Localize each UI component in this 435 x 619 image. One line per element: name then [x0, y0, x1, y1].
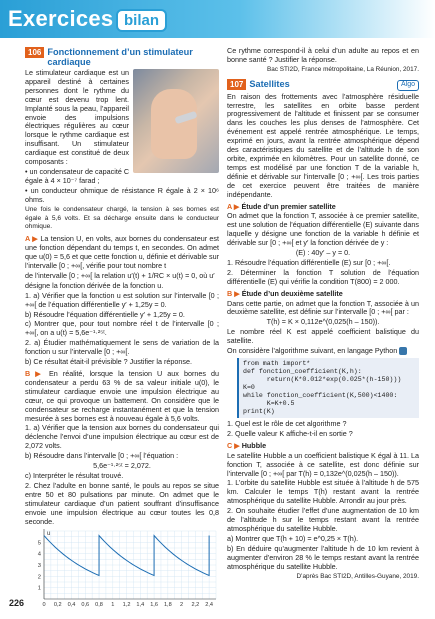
bullet-resistance: • un conducteur ohmique de résistance R égale à 2 × 10⁶ ohms.	[25, 185, 219, 204]
question-a1a: 1. a) Vérifier que la fonction u est solution sur l’intervalle [0 ; +∞[ de l’équation différentielle y′ + 1,25y = 0.	[25, 290, 219, 309]
question-b2: 2. Chez l’adulte en bonne santé, le pouls au repos se situe entre 50 et 80 pulsations par minute. On admet que le stimulateur cardiaque d’un patient souffrant d’insuffisance envoie une impulsion électrique au cœur toutes les 0,8 seconde.	[25, 480, 219, 526]
python-code-block	[237, 358, 419, 418]
part-c-label: C ▶	[227, 440, 240, 450]
part-a-equation: (E) : 40y′ – y = 0.	[295, 248, 351, 258]
y-tick-label: 2	[37, 574, 41, 581]
question-a1c: c) Montrer que, pour tout nombre réel t de l’intervalle [0 ; +∞[, on a u(t) = 5,6e⁻¹·²⁵ᵗ.	[25, 319, 219, 338]
part-a-end: désigne la fonction dérivée de la fonction u.	[25, 280, 164, 290]
question-c2: 2. On souhaite étudier l’effet d’une augmentation de 10 km de l’altitude h sur le temps restant avant la rentrée atmosphérique du satellite Hubble.	[227, 506, 419, 533]
exercise-number: 107	[227, 79, 246, 90]
question-b1b: b) Résoudre dans l’intervalle [0 ; +∞[ l’équation :	[25, 451, 179, 461]
y-tick-label: 4	[37, 551, 41, 558]
question-a2b: b) Ce résultat était-il prévisible ? Justifier la réponse.	[25, 357, 192, 367]
x-tick-label: 0,2	[53, 602, 62, 608]
part-b-heading: B ▶ Étude d’un deuxième satellite	[227, 288, 343, 298]
part-a-equation: de l’intervalle [0 ; +∞[ la relation u′(t) + 1/RC × u(t) = 0, où u′	[25, 270, 215, 280]
y-tick-label: 3	[37, 563, 41, 569]
question-b1: 1. Quel est le rôle de cet algorithme ?	[227, 419, 347, 428]
x-tick-label: 0,6	[81, 602, 90, 608]
question-a2: 2. Déterminer la fonction T solution de l’équation différentielle (E) qui vérifie la condition T(800) = 2 000.	[227, 267, 419, 286]
y-tick-label: 1	[37, 585, 41, 592]
pulse-chart	[30, 527, 220, 612]
section-title: Exercices	[8, 6, 114, 31]
intro-text: Le stimulateur cardiaque est un appareil destiné à certaines personnes dont le rythme du cœur est devenu trop lent. Implanté sous la peau, l’appareil envoie des impulsions électriques régulières au cœur lorsque le rythme cardiaque est insuffisant. Un stimulateur cardiaque est constitué de deux composants :	[25, 68, 129, 167]
page-number: 226	[9, 598, 25, 608]
question-c1: 1. L’orbite du satellite Hubble est située à l’altitude h de 575 km. Calculer le temps T(h) restant avant la rentrée atmosphérique du satellite Hubble. Arrondir au jour près.	[227, 478, 419, 506]
x-tick-label: 0,8	[95, 602, 103, 608]
code-line: while fonction_coefficient(K,500)<1400:	[243, 392, 398, 399]
part-b-text: Dans cette partie, on admet que la fonction T, associée à un deuxième satellite, est définie sur l’intervalle [0 ; +∞[ par :	[227, 298, 419, 317]
page-header	[0, 0, 435, 42]
question-a2a: 2. a) Étudier mathématiquement le sens de variation de la fonction u sur l’intervalle [0 ; +∞[.	[25, 338, 219, 357]
part-b-label: B ▶	[227, 288, 240, 298]
part-b-equation: T(h) = K × 0,112e^(0,025(h – 150)).	[266, 317, 380, 327]
x-tick-label: 2	[180, 602, 184, 608]
charge-note: Une fois le condensateur chargé, la tension à ses bornes est égale à 5,6 volts. Et sa décharge ensuite dans le conducteur ohmique.	[25, 205, 219, 231]
code-line: K=0	[243, 384, 255, 391]
exercise-107-header	[227, 79, 419, 91]
x-tick-label: 2,2	[191, 602, 200, 608]
code-line: print(K)	[243, 408, 275, 415]
exercise-title: Fonctionnement d’un stimulateur cardiaque	[47, 47, 193, 67]
part-c-text: Le satellite Hubble a un coefficient balistique K égal à 11. La fonction T, associée à ce satellite, est donc définie sur l’intervalle [0 ; +∞[ par T(h) = 0,132e^(0,025(h – 150)).	[227, 450, 419, 478]
part-a-text: On admet que la fonction T, associée à ce premier satellite, est une solution de l’équation différentielle (E) suivante dans laquelle y désigne une fonction de la variable h définie et dérivable sur [0 ; +∞[ et y′ la fonction dérivée de y :	[227, 211, 419, 248]
part-a-label: A ▶	[25, 234, 39, 244]
part-a-label: A ▶	[227, 201, 240, 211]
question-b1a: 1. a) Vérifier que la tension aux bornes du condensateur qui déclenche l’envoi d’une impulsion électrique au cœur est de 2,072 volts.	[25, 423, 219, 451]
question-b1b-equation: 5,6e⁻¹·²⁵ᵗ = 2,072.	[93, 461, 151, 471]
part-b-text: B ▶ En réalité, lorsque la tension U aux bornes du condensateur a perdu 63 % de sa valeur initiale u(0), le stimulateur cardiaque envoie une impulsion électrique au cœur, ce qui provoque un battement. On considère que le condensateur se recharge instantanément et que la tension mesurée à ses bornes est à nouveau égale à 5,6 volts.	[25, 369, 220, 423]
x-tick-label: 1	[111, 602, 115, 608]
source-106: Bac STI2D, France métropolitaine, La Réunion, 2017.	[266, 65, 419, 73]
code-line: return(K*0.012*exp(0.025*(h-150)))	[243, 376, 402, 383]
x-tick-label: 1,2	[122, 602, 131, 608]
source-107: D’après Bac STI2D, Antilles-Guyane, 2019.	[296, 572, 419, 580]
question-c2a: a) Montrer que T(h + 10) = e^0,25 × T(h).	[227, 533, 359, 543]
question-b1c: c) Interpréter le résultat trouvé.	[25, 470, 124, 480]
bullet-capacity: • un condensateur de capacité C égale à 4 × 10⁻⁷ farad ;	[25, 166, 130, 185]
code-line: K=K+0.5	[243, 400, 295, 407]
part-a-heading: A ▶ Étude d’un premier satellite	[227, 201, 336, 211]
exercise-106-header	[25, 47, 219, 67]
question-c2b: b) En déduire qu’augmenter l’altitude h de 10 km revient à augmenter d’environ 28 % le temps restant avant la rentrée atmosphérique du satellite Hubble.	[227, 543, 419, 571]
x-tick-label: 0,4	[67, 602, 76, 608]
hand-shape	[151, 89, 197, 159]
code-line: def fonction_coefficient(K,h):	[243, 368, 362, 375]
exercise-number: 106	[25, 47, 44, 58]
y-tick-label: 5	[37, 540, 41, 547]
left-column	[25, 47, 219, 527]
continued-question: Ce rythme correspond-il à celui d’un adulte au repos et en bonne santé ? Justifier la réponse.	[227, 46, 419, 64]
python-icon	[399, 347, 407, 355]
question-b2: 2. Quelle valeur K affiche-t-il en sortie ?	[227, 428, 353, 438]
section-badge: bilan	[116, 9, 167, 32]
part-b-text3: On considère l’algorithme suivant, en langage Python	[227, 347, 419, 356]
exercise-title: Satellites	[249, 78, 290, 89]
part-c-heading: C ▶ Hubble	[227, 440, 267, 450]
question-a1b: b) Résoudre l’équation différentielle y′ + 1,25y = 0.	[25, 309, 185, 319]
x-tick-label: 2,4	[205, 602, 214, 608]
code-line: from math import*	[243, 360, 311, 367]
part-b-label: B ▶	[25, 369, 44, 378]
part-b-text2: Le nombre réel K est appelé coefficient balistique du satellite.	[227, 327, 419, 346]
y-axis-label: u	[47, 531, 51, 537]
x-tick-label: 1,4	[136, 602, 145, 608]
question-a1: 1. Résoudre l’équation différentielle (E) sur [0 ; +∞[.	[227, 257, 391, 267]
right-column	[227, 47, 419, 582]
part-a-text: A ▶ La tension U, en volts, aux bornes du condensateur est une fonction dépendant du temps t, en secondes. On admet que u(0) = 5,6 et que cette fonction u, définie et dérivable sur l’intervalle [0 ; +∞[, vérifie pour tout nombre t	[25, 234, 219, 271]
x-tick-label: 1,6	[150, 602, 158, 608]
x-tick-label: 0	[42, 602, 46, 608]
x-tick-label: 1,8	[163, 602, 172, 608]
satellite-intro: En raison des frottements avec l’atmosphère résiduelle terrestre, les satellites en orbite basse perdent progressivement de l’altitude et finissent par se consumer dans les couches les plus denses de l’atmosphère. Cet événement est appelé rentrée atmosphérique. Le temps, exprimé en jours, avant la rentrée atmosphérique dépend des caractéristiques du satellite et de l’altitude h de son orbite, exprimée en kilomètres. Pour un satellite donné, ce temps est modélisé par une fonction T de la variable h, définie et dérivable sur l’intervalle [0 ; +∞[. Les trois parties de cet exercice peuvent être traitées de manière indépendante.	[227, 91, 419, 199]
algo-badge: Algo	[397, 80, 419, 91]
stimulator-photo	[133, 69, 219, 173]
